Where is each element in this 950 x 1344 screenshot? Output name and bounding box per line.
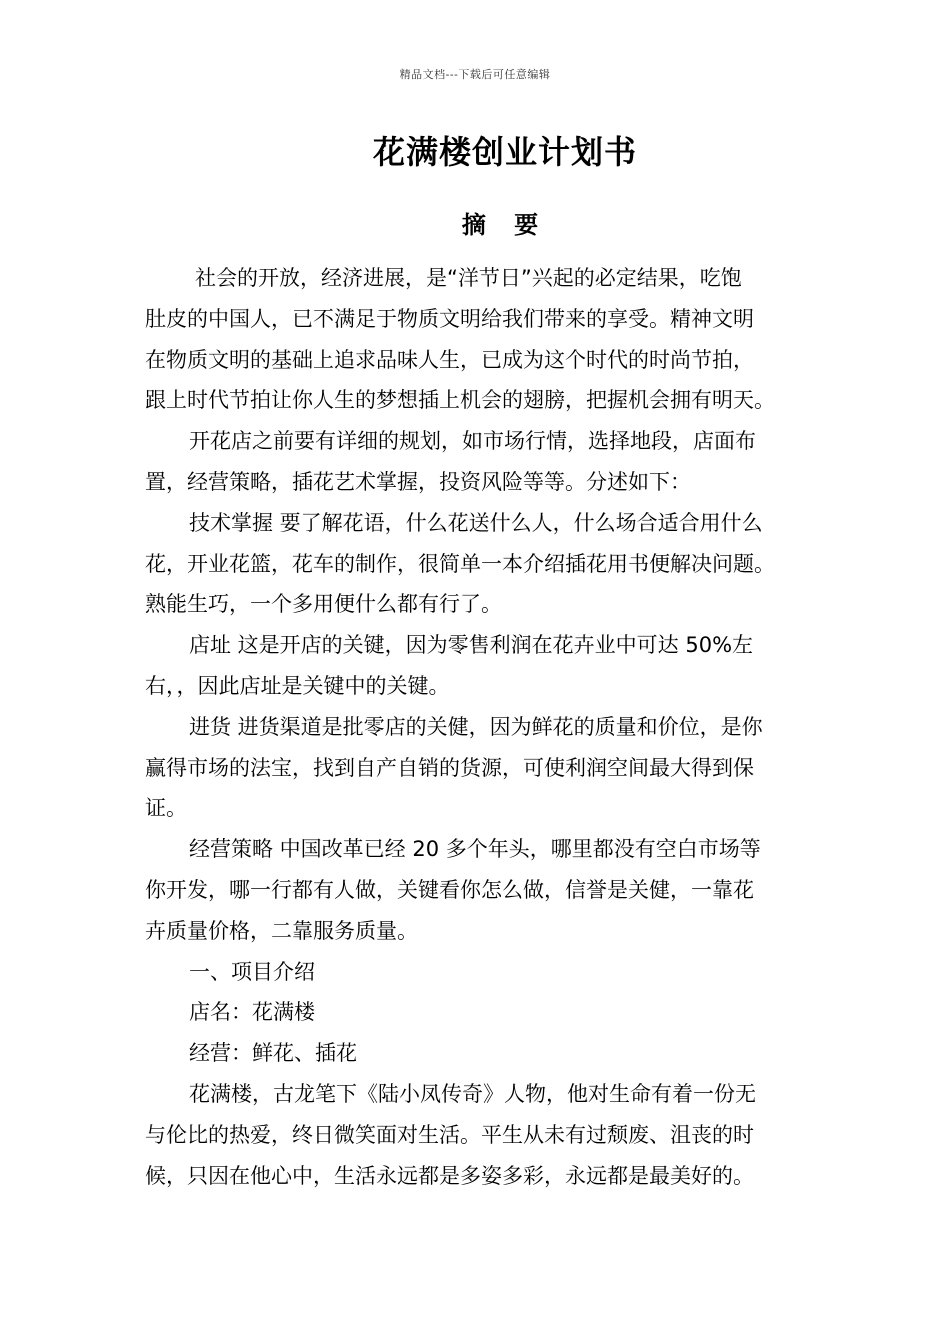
text-line: 花满楼，古龙笔下《陆小凤传奇》人物，他对生命有着一份无 (189, 1081, 756, 1106)
text-line: 右，，因此店址是关键中的关键。 (145, 673, 450, 698)
document-title: 花满楼创业计划书 (372, 133, 637, 171)
section-heading: 一、项目介绍 (189, 959, 315, 984)
document-body (145, 258, 810, 1196)
text-line: 与伦比的热爱，终日微笑面对生活。平生从未有过颓废、沮丧的时 (145, 1122, 754, 1147)
text-line: 在物质文明的基础上追求品味人生，已成为这个时代的时尚节拍， (145, 347, 754, 372)
text-line: 进货 进货渠道是批零店的关健，因为鲜花的质量和价位，是你 (189, 714, 763, 739)
text-line: 社会的开放，经济进展，是“洋节日”兴起的必定结果，吃饱 (195, 266, 742, 290)
text-line: 店名：花满楼 (189, 1000, 315, 1025)
text-line: 赢得市场的法宝，找到自产自销的货源，可使利润空间最大得到保 (145, 755, 754, 780)
text-line: 技术掌握 要了解花语，什么花送什么人，什么场合适合用什么 (189, 510, 763, 535)
text-line: 店址 这是开店的关键，因为零售利润在花卉业中可达 50%左 (189, 633, 754, 658)
text-line: 经营：鲜花、插花 (189, 1041, 357, 1066)
text-line: 肚皮的中国人，已不满足于物质文明给我们带来的享受。精神文明 (145, 306, 754, 331)
text-line: 熟能生巧，一个多用便什么都有行了。 (145, 592, 502, 617)
text-line: 跟上时代节拍让你人生的梦想插上机会的翅膀，把握机会拥有明天。 (145, 388, 775, 413)
text-line: 经营策略 中国改革已经 20 多个年头，哪里都没有空白市场等 (189, 837, 761, 862)
text-line: 开花店之前要有详细的规划，如市场行情，选择地段，店面布 (189, 429, 756, 454)
text-line: 花，开业花篮，花车的制作，很简单一本介绍插花用书便解决问题。 (145, 551, 775, 576)
text-line: 候，只因在他心中，生活永远都是多姿多彩，永远都是最美好的。 (145, 1163, 754, 1188)
header-watermark: 精品文档---下载后可任意编辑 (399, 68, 551, 81)
text-line: 你开发，哪一行都有人做，关键看你怎么做，信誉是关健，一靠花 (145, 877, 754, 902)
text-line: 卉质量价格，二靠服务质量。 (145, 918, 418, 943)
text-line: 证。 (145, 796, 187, 821)
abstract-heading: 摘 要 (461, 211, 549, 239)
text-line: 置，经营策略，插花艺术掌握，投资风险等等。分述如下： (145, 469, 691, 494)
